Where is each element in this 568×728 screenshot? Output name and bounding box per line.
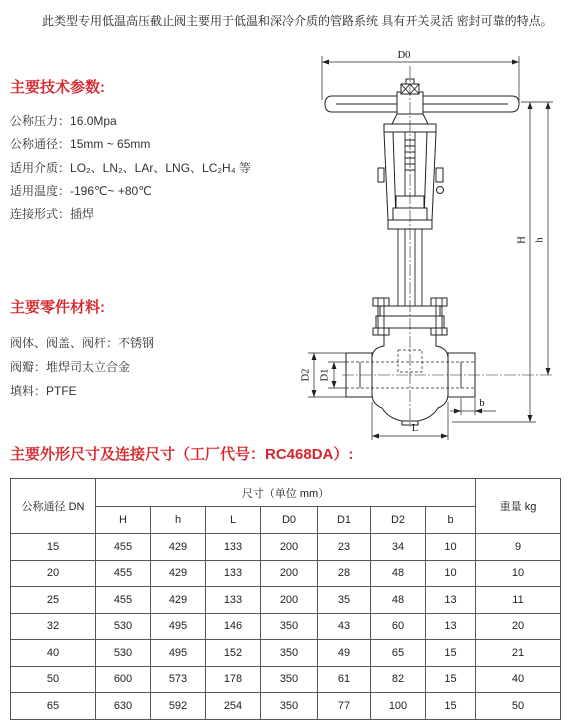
spec-value: LO₂、LN₂、LAr、LNG、LC₂H₄ 等 [70, 160, 251, 175]
material-disc [10, 355, 154, 379]
material-label: 填料： [10, 384, 47, 398]
table-cell-d2: 48 [371, 560, 426, 587]
header-d1: D1 [318, 507, 371, 534]
spec-value: 16.0Mpa [70, 114, 117, 128]
header-h-center: h [151, 507, 206, 534]
yoke [378, 114, 444, 328]
intro-text: 此类型专用低温高压截止阀主要用于低温和深冷介质的管路系统 具有开关灵活 密封可靠的特点。 [42, 14, 553, 28]
material-value: 不锈钢 [118, 336, 155, 350]
l-label: L [411, 423, 419, 434]
table-row [11, 693, 561, 720]
bolt-nut-left-bottom [373, 328, 389, 335]
table-cell-d1: 28 [318, 560, 371, 587]
table-cell-h-total: 530 [96, 613, 151, 640]
material-packing [10, 379, 154, 403]
table-cell-l: 146 [206, 613, 261, 640]
handwheel [325, 79, 519, 114]
table-cell-d0: 200 [261, 534, 318, 561]
table-cell-d2: 82 [371, 666, 426, 693]
d2-label: D2 [300, 368, 312, 382]
d0-label: D0 [397, 50, 411, 61]
table-row [11, 560, 561, 587]
dimension-socket-diameters [300, 353, 346, 397]
spec-label: 适用温度： [10, 183, 71, 198]
header-h-total: H [96, 507, 151, 534]
table-cell-h-center: 495 [151, 640, 206, 667]
spec-label: 连接形式： [10, 207, 71, 222]
table-cell-h-total: 600 [96, 666, 151, 693]
table-cell-l: 133 [206, 560, 261, 587]
lock-fitting-left [378, 168, 384, 182]
material-value: PTFE [46, 384, 77, 398]
header-d0: D0 [261, 507, 318, 534]
table-cell-d2: 65 [371, 640, 426, 667]
bolt-nut-right-bottom [431, 328, 447, 335]
spec-label: 公称压力： [10, 114, 71, 128]
specs-list [10, 110, 251, 226]
bolt-nut-right-top [431, 298, 447, 306]
specs-heading: 主要技术参数: [10, 79, 105, 96]
d1-label: D1 [319, 368, 331, 382]
table-cell-d1: 77 [318, 693, 371, 720]
yoke-leg-right [424, 132, 436, 220]
table-cell-dn: 65 [11, 693, 96, 720]
table-cell-h-center: 495 [151, 613, 206, 640]
table-cell-h-total: 630 [96, 693, 151, 720]
bolt-nut-left-top [373, 298, 389, 306]
dimension-table-body [11, 534, 561, 720]
table-cell-d0: 200 [261, 587, 318, 614]
spec-medium [10, 157, 251, 180]
spec-value: -196℃~ +80℃ [70, 183, 152, 198]
table-cell-b: 10 [426, 560, 476, 587]
table-cell-d1: 43 [318, 613, 371, 640]
H-label: H [516, 236, 528, 244]
table-cell-h-center: 429 [151, 587, 206, 614]
header-b: b [426, 507, 476, 534]
table-cell-l: 254 [206, 693, 261, 720]
table-row [11, 613, 561, 640]
table-row [11, 587, 561, 614]
table-cell-b: 13 [426, 613, 476, 640]
table-cell-h-total: 455 [96, 587, 151, 614]
h-label: h [534, 237, 546, 243]
spec-label: 适用介质： [10, 160, 71, 175]
spec-temperature [10, 180, 251, 203]
table-cell-b: 13 [426, 587, 476, 614]
table-cell-b: 15 [426, 693, 476, 720]
table-cell-d2: 34 [371, 534, 426, 561]
spec-value: 15mm ~ 65mm [70, 137, 151, 152]
table-cell-weight: 21 [476, 640, 561, 667]
material-label: 阀瓣： [10, 360, 47, 374]
spec-connection [10, 203, 251, 226]
table-cell-weight: 11 [476, 587, 561, 614]
valve-technical-drawing [290, 40, 568, 445]
b-extension-lines [461, 398, 475, 415]
table-cell-h-total: 455 [96, 534, 151, 561]
table-cell-dn: 40 [11, 640, 96, 667]
table-cell-d2: 60 [371, 613, 426, 640]
table-cell-dn: 32 [11, 613, 96, 640]
dimensions-heading: 主要外形尺寸及连接尺寸（工厂代号：RC468DA）: [10, 446, 354, 463]
table-cell-weight: 20 [476, 613, 561, 640]
table-cell-b: 10 [426, 534, 476, 561]
b-label: b [479, 398, 485, 409]
lock-pin-right [437, 187, 444, 194]
table-cell-d2: 48 [371, 587, 426, 614]
spec-nominal-pressure [10, 110, 251, 133]
table-cell-d1: 35 [318, 587, 371, 614]
table-cell-h-center: 429 [151, 560, 206, 587]
table-cell-d2: 100 [371, 693, 426, 720]
valve-body [346, 328, 475, 425]
table-cell-d0: 350 [261, 666, 318, 693]
table-cell-dn: 50 [11, 666, 96, 693]
table-cell-h-center: 592 [151, 693, 206, 720]
table-cell-weight: 50 [476, 693, 561, 720]
material-label: 阀体、阀盖、阀杆： [10, 336, 119, 350]
header-l: L [206, 507, 261, 534]
table-cell-h-center: 573 [151, 666, 206, 693]
table-cell-d1: 23 [318, 534, 371, 561]
table-cell-l: 152 [206, 640, 261, 667]
table-cell-weight: 10 [476, 560, 561, 587]
header-size-group: 尺寸（单位 mm） [96, 479, 476, 507]
table-cell-dn: 25 [11, 587, 96, 614]
table-cell-d1: 61 [318, 666, 371, 693]
table-cell-l: 133 [206, 587, 261, 614]
dimension-socket-depth [450, 398, 496, 415]
table-cell-dn: 20 [11, 560, 96, 587]
table-row [11, 666, 561, 693]
table-cell-l: 178 [206, 666, 261, 693]
yoke-leg-left [384, 132, 396, 220]
table-cell-b: 15 [426, 666, 476, 693]
table-cell-weight: 9 [476, 534, 561, 561]
header-d2: D2 [371, 507, 426, 534]
material-body-bonnet-stem [10, 331, 154, 355]
table-cell-d0: 350 [261, 613, 318, 640]
table-cell-h-center: 429 [151, 534, 206, 561]
material-value: 堆焊司太立合金 [46, 360, 131, 374]
spec-nominal-diameter [10, 133, 251, 156]
dimension-table [10, 478, 561, 720]
spec-value: 插焊 [70, 207, 95, 222]
materials-heading: 主要零件材料: [10, 299, 105, 316]
table-row [11, 534, 561, 561]
table-header-row [11, 479, 561, 507]
table-cell-h-total: 455 [96, 560, 151, 587]
table-cell-l: 133 [206, 534, 261, 561]
table-cell-d0: 200 [261, 560, 318, 587]
header-dn: 公称通径 DN [11, 479, 96, 534]
lock-fitting-right [436, 168, 443, 182]
table-cell-dn: 15 [11, 534, 96, 561]
table-cell-h-total: 530 [96, 640, 151, 667]
header-weight: 重量 kg [476, 479, 561, 534]
table-cell-d0: 350 [261, 640, 318, 667]
table-cell-b: 15 [426, 640, 476, 667]
table-cell-d1: 49 [318, 640, 371, 667]
materials-list [10, 331, 154, 403]
table-cell-weight: 40 [476, 666, 561, 693]
spec-label: 公称通径： [10, 137, 71, 152]
table-row [11, 640, 561, 667]
table-cell-d0: 350 [261, 693, 318, 720]
